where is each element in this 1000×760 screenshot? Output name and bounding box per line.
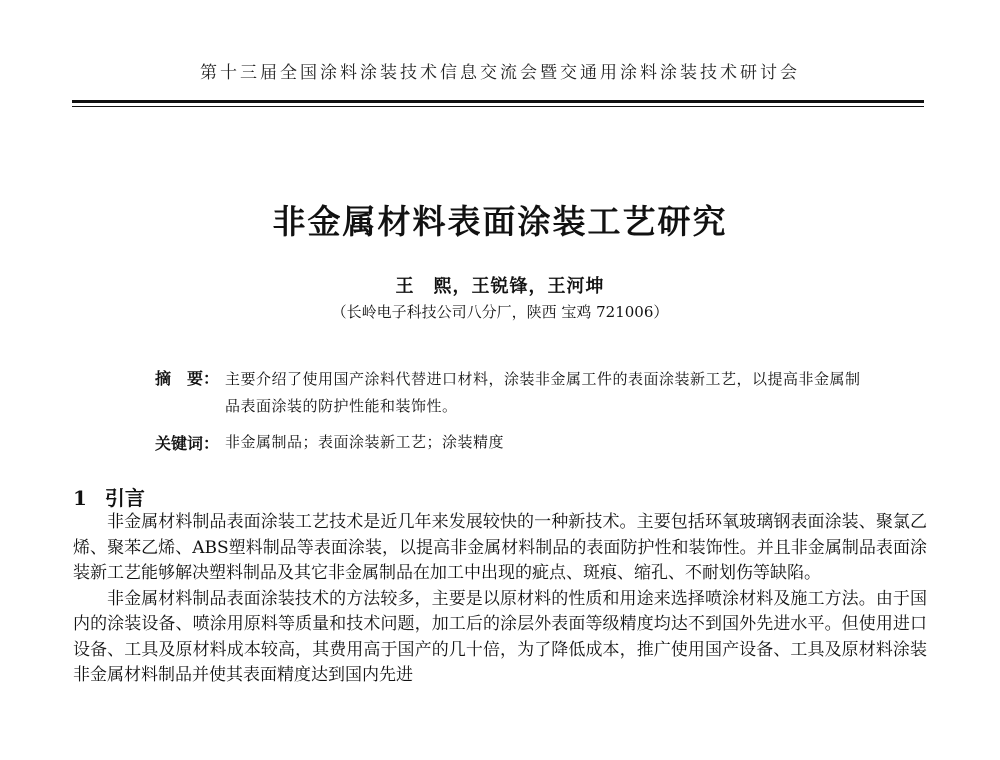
paper-title: 非金属材料表面涂装工艺研究 <box>272 202 728 241</box>
section-number: 1 <box>73 486 87 510</box>
conference-header: 第十三届全国涂料涂装技术信息交流会暨交通用涂料涂装技术研讨会 <box>200 63 800 83</box>
keywords-text: 非金属制品；表面涂装新工艺；涂装精度 <box>225 433 505 451</box>
body-paragraph: 非金属材料制品表面涂装工艺技术是近几年来发展较快的一种新技术。主要包括环氧玻璃钢表面涂装、聚氯乙烯、聚苯乙烯、ABS塑料制品等表面涂装，以提高非金属材料制品的表面防护性和装饰性。并且非金属制品表面涂装新工艺能够解决塑料制品及其它非金属制品在加工中出现的疵点、斑痕、缩孔、不耐划伤等缺陷。 <box>73 512 927 583</box>
section-heading <box>73 482 145 511</box>
paper-authors: 王 熙，王锐锋，王河坤 <box>395 276 605 297</box>
section-title: 引言 <box>104 486 145 510</box>
header-rule-thick <box>72 100 924 103</box>
abstract-text: 主要介绍了使用国产涂料代替进口材料，涂装非金属工件的表面涂装新工艺，以提高非金属制品表面涂装的防护性能和装饰性。 <box>225 370 861 415</box>
keywords-label: 关键词： <box>155 434 220 453</box>
abstract-label: 摘 要： <box>155 369 220 388</box>
body-paragraph: 非金属材料制品表面涂装技术的方法较多，主要是以原材料的性质和用途来选择喷涂材料及施工方法。由于国内的涂装设备、喷涂用原料等质量和技术问题，加工后的涂层外表面等级精度均达不到国外先进水平。但使用进口设备、工具及原材料成本较高，其费用高于国产的几十倍，为了降低成本，推广使用国产设备、工具及原材料涂装非金属材料制品并使其表面精度达到国内先进 <box>73 588 927 685</box>
section-body <box>73 510 927 689</box>
header-rule-thin <box>72 106 924 107</box>
paper-affiliation: （长岭电子科技公司八分厂，陕西 宝鸡 721006） <box>331 303 669 321</box>
